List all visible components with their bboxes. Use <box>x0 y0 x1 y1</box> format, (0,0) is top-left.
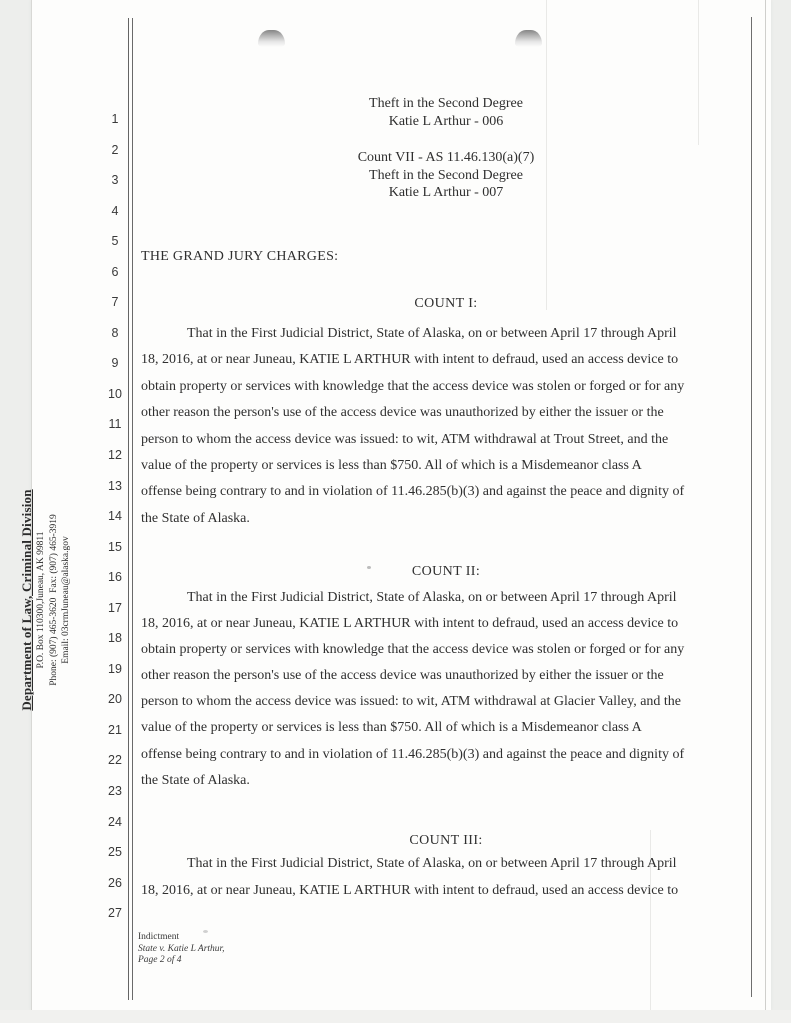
document-footer <box>138 932 225 967</box>
paragraph-line: value of the property or services is less than $750. All of which is a Misdemeanor class A <box>141 720 642 736</box>
line-number: 9 <box>111 356 119 371</box>
law-office-stamp <box>18 430 76 770</box>
paragraph-line: That in the First Judicial District, State of Alaska, on or between April 17 through April <box>187 856 677 871</box>
paragraph-line: other reason the person's use of the access device was unauthorized by either the issuer or the <box>141 668 664 684</box>
line-number: 12 <box>108 448 122 463</box>
caption-line: Theft in the Second Degree <box>369 167 523 183</box>
page-right-edge <box>765 0 766 1010</box>
paragraph-line: other reason the person's use of the access device was unauthorized by either the issuer or the <box>141 405 664 421</box>
line-number: 26 <box>108 875 122 890</box>
paragraph-line: person to whom the access device was issued: to wit, ATM withdrawal at Trout Street, and the <box>141 431 669 447</box>
punch-hole-right <box>515 30 542 47</box>
paragraph-line: the State of Alaska. <box>141 510 250 526</box>
law-office-address: P.O. Box 110300,Juneau, AK 99811 <box>36 531 46 669</box>
footer-page-number: Page 2 of 4 <box>138 955 182 965</box>
line-number: 13 <box>108 478 122 493</box>
caption-line: Katie L Arthur - 007 <box>388 185 504 200</box>
law-office-title: Department of Law, Criminal Division <box>19 489 34 711</box>
line-number: 10 <box>108 386 122 401</box>
paragraph-line: That in the First Judicial District, State of Alaska, on or between April 17 through April <box>187 590 677 605</box>
count-3-heading: COUNT III: <box>409 833 483 848</box>
caption-line: Theft in the Second Degree <box>369 96 523 111</box>
count-3-paragraph <box>141 851 751 904</box>
line-number: 14 <box>108 509 122 524</box>
line-number: 11 <box>108 417 122 432</box>
line-number: 16 <box>108 570 122 585</box>
line-number: 23 <box>108 784 122 799</box>
line-number: 25 <box>108 845 122 860</box>
line-number: 20 <box>108 692 122 707</box>
caption-block-2 <box>141 149 751 202</box>
line-number: 17 <box>108 600 122 615</box>
caption-block-1 <box>141 95 751 130</box>
paragraph-line: That in the First Judicial District, State of Alaska, on or between April 17 through April <box>187 326 677 341</box>
count-2-heading: COUNT II: <box>411 564 481 579</box>
line-number: 22 <box>108 753 122 768</box>
paragraph-line: 18, 2016, at or near Juneau, KATIE L ARTHUR with intent to defraud, used an access device to <box>141 352 679 368</box>
paragraph-line: offense being contrary to and in violation of 11.46.285(b)(3) and against the peace and dignity of <box>141 746 685 762</box>
footer-title: Indictment <box>138 932 180 942</box>
paragraph-line: person to whom the access device was issued: to wit, ATM withdrawal at Glacier Valley, and the <box>141 694 682 710</box>
line-number: 8 <box>111 325 119 340</box>
count-2-paragraph <box>141 585 751 794</box>
right-margin-rule <box>751 17 752 997</box>
document-page <box>19 0 771 1010</box>
paragraph-line: 18, 2016, at or near Juneau, KATIE L ARTHUR with intent to defraud, used an access device to <box>141 616 679 632</box>
left-margin-rule-inner <box>132 18 133 1000</box>
scanner-bottom-strip <box>0 1010 791 1023</box>
paragraph-line: obtain property or services with knowledge that the access device was stolen or forged or for any <box>141 642 685 658</box>
line-number: 2 <box>111 142 119 157</box>
paragraph-line: value of the property or services is less than $750. All of which is a Misdemeanor class A <box>141 458 642 474</box>
line-number: 4 <box>111 203 119 218</box>
paragraph-line: the State of Alaska. <box>141 772 250 788</box>
line-number: 24 <box>108 814 122 829</box>
line-number: 15 <box>108 539 122 554</box>
line-number: 6 <box>111 264 119 279</box>
line-number: 5 <box>111 234 119 249</box>
caption-line: Count VII - AS 11.46.130(a)(7) <box>357 150 535 165</box>
grand-jury-charges-heading: THE GRAND JURY CHARGES: <box>141 249 339 264</box>
paragraph-line: offense being contrary to and in violation of 11.46.285(b)(3) and against the peace and dignity of <box>141 484 685 500</box>
footer-case-name: State v. Katie L Arthur, <box>138 943 225 954</box>
line-number-column <box>101 104 129 929</box>
count-1-paragraph <box>141 321 751 532</box>
paragraph-line: obtain property or services with knowledge that the access device was stolen or forged or for any <box>141 378 685 394</box>
caption-line: Katie L Arthur - 006 <box>388 113 504 129</box>
line-number: 1 <box>111 112 119 126</box>
law-office-phone-fax: Phone: (907) 465-3620 Fax: (907) 465-3919 <box>48 514 59 686</box>
line-number: 21 <box>108 722 122 737</box>
punch-hole-left <box>258 30 285 47</box>
line-number: 7 <box>111 295 119 310</box>
count-1-heading: COUNT I: <box>414 296 478 311</box>
law-office-email: Email: 03crmJuneau@alaska.gov <box>61 536 71 664</box>
line-number: 27 <box>108 906 122 921</box>
paragraph-line: 18, 2016, at or near Juneau, KATIE L ARTHUR with intent to defraud, used an access device to <box>141 882 679 898</box>
line-number: 19 <box>108 661 122 676</box>
line-number: 3 <box>111 173 119 188</box>
line-number: 18 <box>108 631 122 646</box>
